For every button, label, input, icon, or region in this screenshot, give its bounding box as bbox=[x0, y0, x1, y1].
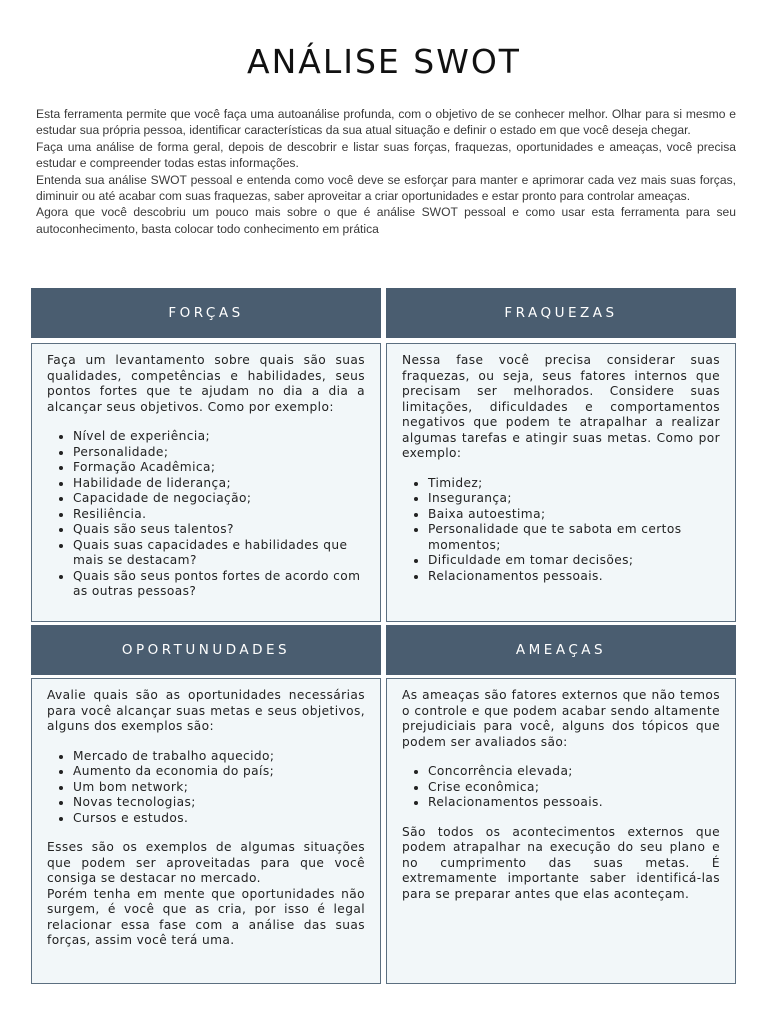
list-item: • Timidez; bbox=[428, 476, 720, 492]
list-item: • Um bom network; bbox=[73, 780, 365, 796]
list-item: • Personalidade; bbox=[73, 445, 365, 461]
oportunidades-box bbox=[31, 678, 381, 984]
list-item: • Relacionamentos pessoais. bbox=[428, 795, 720, 811]
oportunidades-header: OPORTUNUDADES bbox=[31, 625, 381, 675]
forcas-header: FORÇAS bbox=[31, 288, 381, 338]
intro-paragraph: Esta ferramenta permite que você faça uma autoanálise profunda, com o objetivo de se conhecer melhor. Olhar para si mesmo e estudar sua própria pessoa, identificar características da sua atual situação e definir o estado em que você deseja chegar. bbox=[36, 107, 736, 138]
list-item: • Capacidade de negociação; bbox=[73, 491, 365, 507]
oportunidades-description: Avalie quais são as oportunidades necessárias para você alcançar suas metas e seus objetivos, alguns dos exemplos são: bbox=[47, 688, 365, 733]
intro-paragraph: Agora que você descobriu um pouco mais sobre o que é análise SWOT pessoal e como usar esta ferramenta para seu autoconhecimento, basta colocar todo conhecimento em prática bbox=[36, 205, 736, 236]
list-item: • Relacionamentos pessoais. bbox=[428, 569, 720, 585]
fraquezas-box bbox=[386, 343, 736, 622]
list-item: • Quais suas capacidades e habilidades que mais se destacam? bbox=[73, 538, 365, 569]
list-item: • Quais são seus talentos? bbox=[73, 522, 365, 538]
list-item: • Personalidade que te sabota em certos momentos; bbox=[428, 522, 720, 553]
forcas-box bbox=[31, 343, 381, 622]
oportunidades-note: Porém tenha em mente que oportunidades não surgem, é você que as cria, por isso é legal relacionar essa fase com a análise das suas forças, assim você terá uma. bbox=[47, 886, 365, 947]
list-item: • Formação Acadêmica; bbox=[73, 460, 365, 476]
list-item: • Habilidade de liderança; bbox=[73, 476, 365, 492]
fraquezas-header: FRAQUEZAS bbox=[386, 288, 736, 338]
list-item: • Cursos e estudos. bbox=[73, 811, 365, 827]
intro-text bbox=[36, 106, 736, 237]
forcas-list bbox=[47, 429, 365, 600]
list-item: • Crise econômica; bbox=[428, 780, 720, 796]
list-item: • Mercado de trabalho aquecido; bbox=[73, 749, 365, 765]
ameacas-box bbox=[386, 678, 736, 984]
list-item: • Dificuldade em tomar decisões; bbox=[428, 553, 720, 569]
oportunidades-list bbox=[47, 749, 365, 827]
list-item: • Resiliência. bbox=[73, 507, 365, 523]
list-item: • Nível de experiência; bbox=[73, 429, 365, 445]
forcas-description: Faça um levantamento sobre quais são suas qualidades, competências e habilidades, seus pontos fortes que te ajudam no dia a dia a alcançar seus objetivos. Como por exemplo: bbox=[47, 353, 365, 414]
list-item: • Quais são seus pontos fortes de acordo com as outras pessoas? bbox=[73, 569, 365, 600]
list-item: • Novas tecnologias; bbox=[73, 795, 365, 811]
oportunidades-note: Esses são os exemplos de algumas situações que podem ser aproveitadas para que você consiga se destacar no mercado. bbox=[47, 840, 365, 885]
intro-paragraph: Faça uma análise de forma geral, depois de descobrir e listar suas forças, fraquezas, oportunidades e ameaças, você precisa estudar e compreender todas estas informações. bbox=[36, 139, 736, 171]
ameacas-header: AMEAÇAS bbox=[386, 625, 736, 675]
ameacas-description: As ameaças são fatores externos que não temos o controle e que podem acabar sendo altamente prejudiciais para você, alguns dos tópicos que podem ser avaliados são: bbox=[402, 688, 720, 749]
list-item: • Baixa autoestima; bbox=[428, 507, 720, 523]
ameacas-note: São todos os acontecimentos externos que podem atrapalhar na execução do seu plano e no cumprimento das suas metas. É extremamente importante saber identificá-las para se preparar antes que elas aconteçam. bbox=[402, 824, 720, 901]
list-item: • Concorrência elevada; bbox=[428, 764, 720, 780]
intro-paragraph: Entenda sua análise SWOT pessoal e entenda como você deve se esforçar para manter e aprimorar cada vez mais suas forças, diminuir ou até acabar com suas fraquezas, saber aproveitar a criar oportunidades e estar pronto para controlar ameaças. bbox=[36, 172, 736, 204]
list-item: • Aumento da economia do país; bbox=[73, 764, 365, 780]
list-item: • Insegurança; bbox=[428, 491, 720, 507]
ameacas-list bbox=[402, 764, 720, 811]
fraquezas-list bbox=[402, 476, 720, 585]
fraquezas-description: Nessa fase você precisa considerar suas fraquezas, ou seja, seus fatores internos que precisam ser melhorados. Considere suas limitações, dificuldades e comportamentos negativos que podem te atrapalhar a realizar algumas tarefas e atingir suas metas. Como por exemplo: bbox=[402, 353, 720, 460]
page-title: ANÁLISE SWOT bbox=[247, 42, 521, 81]
